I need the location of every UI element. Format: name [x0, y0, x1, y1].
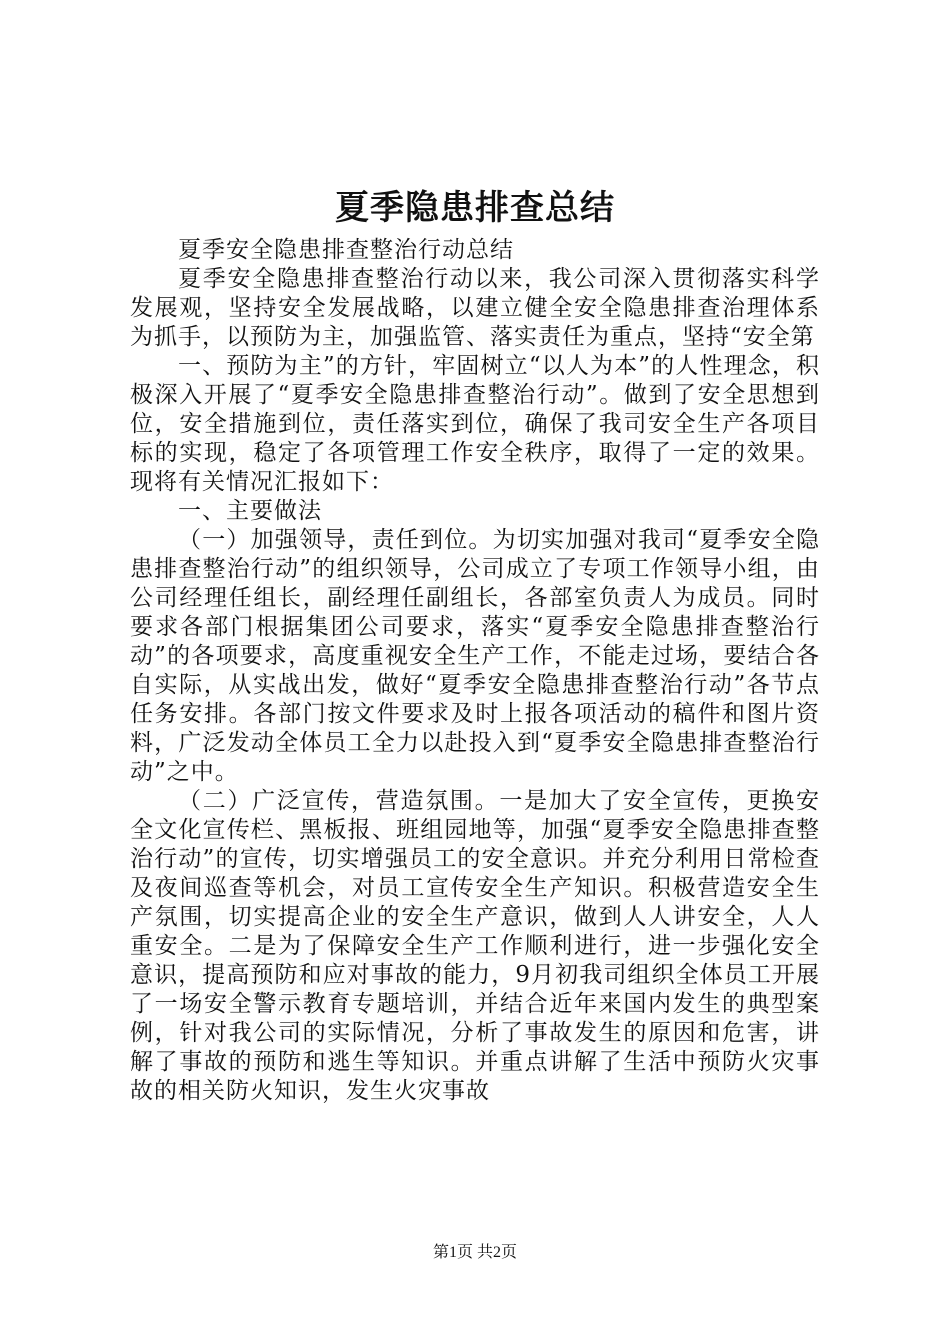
paragraph-subtitle: 夏季安全隐患排查整治行动总结: [178, 237, 514, 263]
document-body: [130, 236, 820, 1106]
paragraph-principle: 一、预防为主”的方针，牢固树立“以人为本”的人性理念，积极深入开展了“夏季安全隐患排查整治行动”。做到了安全思想到位，安全措施到位，责任落实到位，确保了我司安全生产各项目标的实现，稳定了各项管理工作安全秩序，取得了一定的效果。现将有关情况汇报如下：: [130, 353, 820, 495]
paragraph-publicity: （二）广泛宣传，营造氛围。一是加大了安全宣传，更换安全文化宣传栏、黑板报、班组园地等，加强“夏季安全隐患排查整治行动”的宣传，切实增强员工的安全意识。并充分利用日常检查及夜间巡查等机会，对员工宣传安全生产知识。积极营造安全生产氛围，切实提高企业的安全生产意识，做到人人讲安全，人人重安全。二是为了保障安全生产工作顺利进行，进一步强化安全意识，提高预防和应对事故的能力，9月初我司组织全体员工开展了一场安全警示教育专题培训，并结合近年来国内发生的典型案例，针对我公司的实际情况，分析了事故发生的原因和危害，讲解了事故的预防和逃生等知识。并重点讲解了生活中预防火灾事故的相关防火知识，发生火灾事故: [130, 788, 820, 1104]
page-footer: 第1页 共2页: [432, 1244, 517, 1261]
paragraph-intro: 夏季安全隐患排查整治行动以来，我公司深入贯彻落实科学发展观，坚持安全发展战略，以建立健全安全隐患排查治理体系为抓手，以预防为主，加强监管、落实责任为重点，坚持“安全第: [130, 266, 820, 350]
document-title: 夏季隐患排查总结: [335, 188, 615, 228]
section-heading-main-methods: 一、主要做法: [178, 498, 322, 524]
paragraph-leadership: （一）加强领导，责任到位。为切实加强对我司“夏季安全隐患排查整治行动”的组织领导，公司成立了专项工作领导小组，由公司经理任组长，副经理任副组长，各部室负责人为成员。同时要求各部门根据集团公司要求，落实“夏季安全隐患排查整治行动”的各项要求，高度重视安全生产工作，不能走过场，要结合各自实际，从实战出发，做好“夏季安全隐患排查整治行动”各节点任务安排。各部门按文件要求及时上报各项活动的稿件和图片资料，广泛发动全体员工全力以赴投入到“夏季安全隐患排查整治行动”之中。: [130, 527, 820, 785]
